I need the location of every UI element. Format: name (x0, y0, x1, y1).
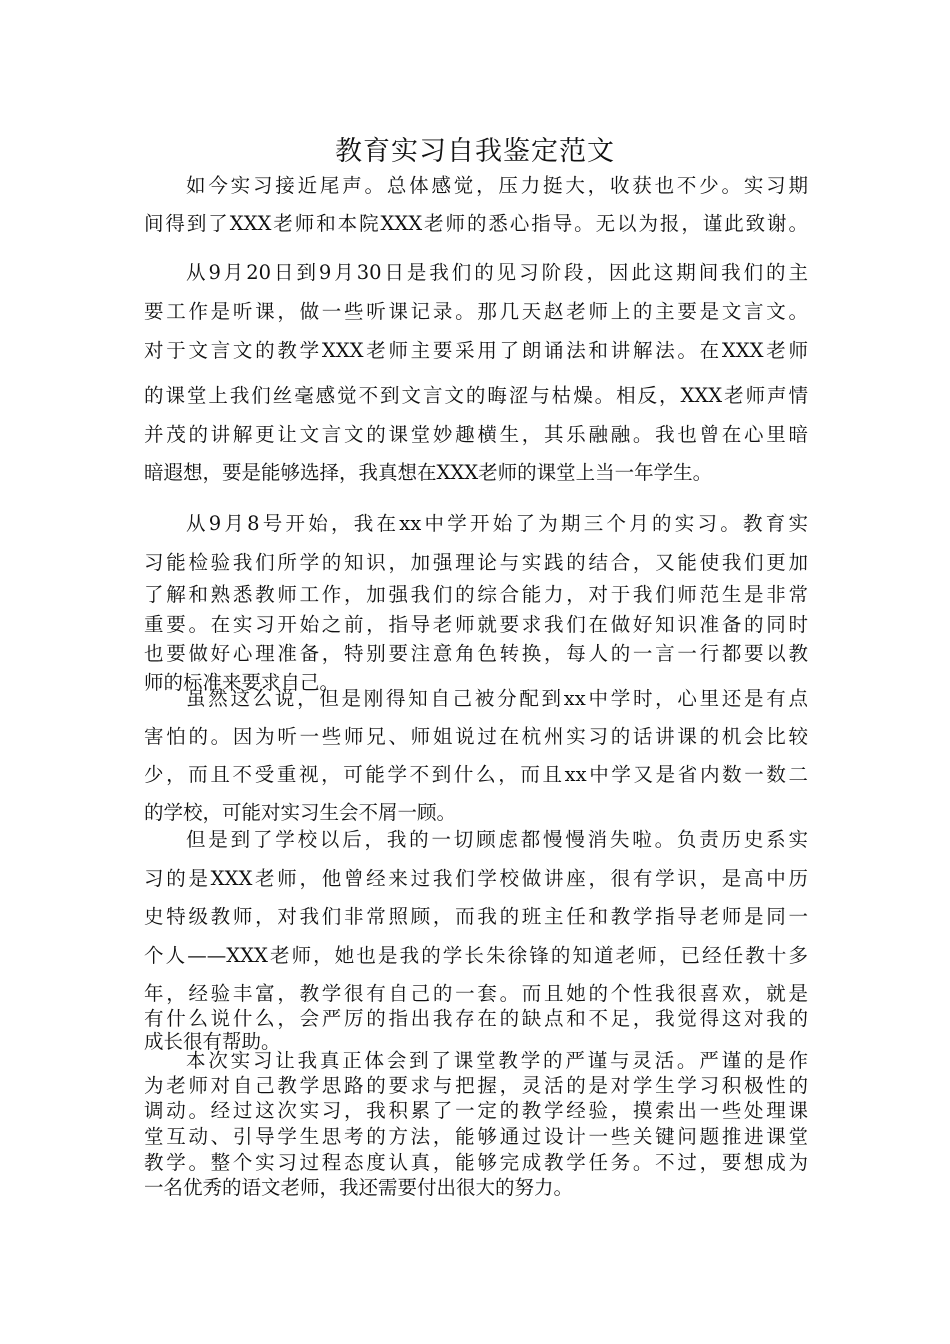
document-title: 教育实习自我鉴定范文 (335, 136, 615, 167)
paragraph-5-line-4: 个人——XXX老师，她也是我的学长朱徐锋的知道老师，已经任教十多 (144, 944, 808, 967)
paragraph-6-line-1: 本次实习让我真正体会到了课堂教学的严谨与灵活。严谨的是作 (186, 1049, 808, 1072)
paragraph-1-line-2: 间得到了XXX老师和本院XXX老师的悉心指导。无以为报，谨此致谢。 (144, 212, 808, 235)
paragraph-4-line-1: 虽然这么说，但是刚得知自己被分配到xx中学时，心里还是有点 (186, 687, 808, 710)
paragraph-5-line-2: 习的是XXX老师，他曾经来过我们学校做讲座，很有学识，是高中历 (144, 867, 808, 890)
paragraph-4-line-3: 少，而且不受重视，可能学不到什么，而且xx中学又是省内数一数二 (144, 763, 808, 786)
paragraph-6-line-2: 为老师对自己教学思路的要求与把握，灵活的是对学生学习积极性的 (144, 1074, 808, 1097)
paragraph-4-line-4: 的学校，可能对实习生会不屑一顾。 (144, 801, 457, 824)
paragraph-3-line-4: 重要。在实习开始之前，指导老师就要求我们在做好知识准备的同时 (144, 613, 808, 636)
paragraph-5-line-1: 但是到了学校以后，我的一切顾虑都慢慢消失啦。负责历史系实 (186, 828, 808, 851)
paragraph-2-line-2: 要工作是听课，做一些听课记录。那几天赵老师上的主要是文言文。 (144, 300, 808, 323)
paragraph-3-line-1: 从9月8号开始，我在xx中学开始了为期三个月的实习。教育实 (186, 512, 808, 535)
paragraph-2-line-6: 暗遐想，要是能够选择，我真想在XXX老师的课堂上当一年学生。 (144, 461, 713, 484)
paragraph-5-line-7: 成长很有帮助。 (144, 1030, 281, 1053)
paragraph-2-line-3: 对于文言文的教学XXX老师主要采用了朗诵法和讲解法。在XXX老师 (144, 339, 808, 362)
paragraph-3-line-2: 习能检验我们所学的知识，加强理论与实践的结合，又能使我们更加 (144, 551, 808, 574)
paragraph-3-line-5: 也要做好心理准备，特别要注意角色转换，每人的一言一行都要以教 (144, 642, 808, 665)
paragraph-2-line-1: 从9月20日到9月30日是我们的见习阶段，因此这期间我们的主 (186, 261, 808, 284)
paragraph-1-line-1: 如今实习接近尾声。总体感觉，压力挺大，收获也不少。实习期 (186, 174, 808, 197)
paragraph-2-line-5: 并茂的讲解更让文言文的课堂妙趣横生，其乐融融。我也曾在心里暗 (144, 423, 808, 446)
paragraph-3-line-3: 了解和熟悉教师工作，加强我们的综合能力，对于我们师范生是非常 (144, 583, 808, 606)
paragraph-4-line-2: 害怕的。因为听一些师兄、师姐说过在杭州实习的话讲课的机会比较 (144, 725, 808, 748)
paragraph-5-line-3: 史特级教师，对我们非常照顾，而我的班主任和教学指导老师是同一 (144, 905, 808, 928)
paragraph-6-line-5: 教学。整个实习过程态度认真，能够完成教学任务。不过，要想成为 (144, 1151, 808, 1174)
paragraph-6-line-3: 调动。经过这次实习，我积累了一定的教学经验，摸索出一些处理课 (144, 1099, 808, 1122)
paragraph-5-line-6: 有什么说什么，会严厉的指出我存在的缺点和不足，我觉得这对我的 (144, 1007, 808, 1030)
paragraph-5-line-5: 年，经验丰富，教学很有自己的一套。而且她的个性我很喜欢，就是 (144, 982, 808, 1005)
paragraph-2-line-4: 的课堂上我们丝毫感觉不到文言文的晦涩与枯燥。相反，XXX老师声情 (144, 384, 808, 407)
paragraph-3-line-6: 师的标准来要求自己。 (144, 671, 340, 694)
paragraph-6-line-6: 一名优秀的语文老师，我还需要付出很大的努力。 (144, 1176, 574, 1199)
paragraph-6-line-4: 堂互动、引导学生思考的方法，能够通过设计一些关键问题推进课堂 (144, 1125, 808, 1148)
